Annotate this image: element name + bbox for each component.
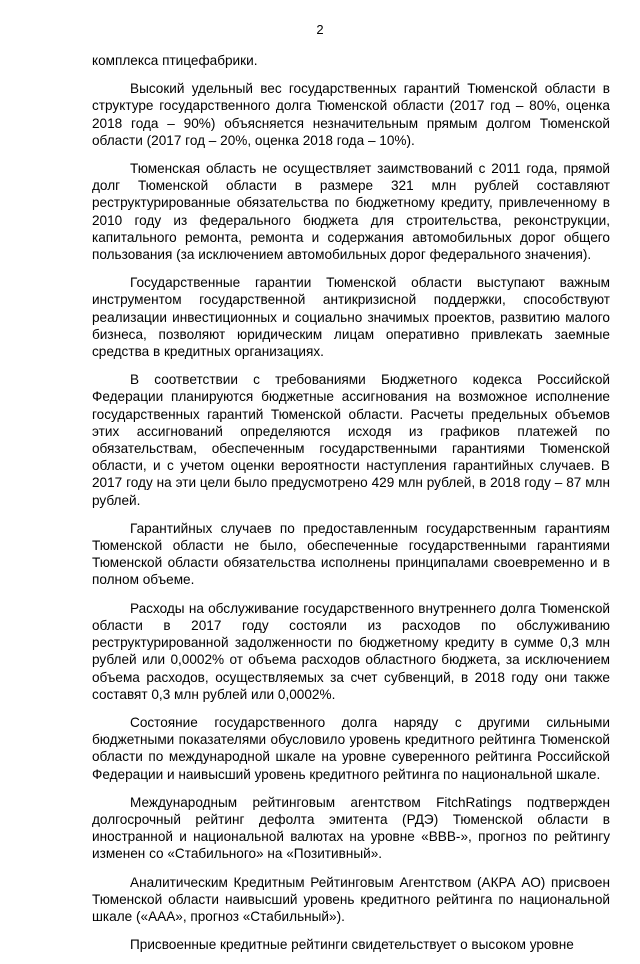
paragraph: Государственные гарантии Тюменской области выступают важным инструментом государственной антикризисной поддержки, способствуют реализации инвестиционных и социально значимых проектов, развитию малого бизнеса, позволяют юридическим лицам оперативно привлекать заемные средства в кредитных организациях. [92, 275, 610, 360]
paragraph: Международным рейтинговым агентством FitchRatings подтвержден долгосрочный рейтинг дефолта эмитента (РДЭ) Тюменской области в иностранной и национальной валютах на уровне «BBB-», прогноз по рейтингу изменен со «Стабильного» на «Позитивный». [92, 794, 610, 862]
paragraph: Присвоенные кредитные рейтинги свидетельствует о высоком уровне [130, 937, 574, 953]
paragraph: комплекса птицефабрики. [92, 53, 258, 68]
paragraph: Тюменская область не осуществляет заимствований с 2011 года, прямой долг Тюменской области в размере 321 млн рублей составляют реструктурированные обязательства по бюджетному кредиту, привлеченному в 2010 году из федерального бюджета для строительства, реконструкции, капитального ремонта, ремонта и содержания автомобильных дорог общего пользования (за исключением автомобильных дорог федерального значения). [92, 161, 610, 263]
paragraph: В соответствии с требованиями Бюджетного кодекса Российской Федерации планируются бюджетные ассигнования на возможное исполнение государственных гарантий Тюменской области. Расчеты предельных объемов этих ассигнований определяются исходя из графиков платежей по обязательствам, обеспеченным государственными гарантиями Тюменской области, и с учетом оценки вероятности наступления гарантийных случаев. В 2017 году на эти цели было предусмотрено 429 млн рублей, в 2018 году – 87 млн рублей. [92, 372, 610, 508]
paragraph: Состояние государственного долга наряду с другими сильными бюджетными показателями обусловило уровень кредитного рейтинга Тюменской области по международной шкале на уровне суверенного рейтинга Российской Федерации и наивысший уровень кредитного рейтинга по национальной шкале. [92, 714, 610, 782]
paragraph: Гарантийных случаев по предоставленным государственным гарантиям Тюменской области не было, обеспеченные государственными гарантиями Тюменской области обязательства исполнены принципалами своевременно и в полном объеме. [92, 520, 610, 588]
paragraph: Расходы на обслуживание государственного внутреннего долга Тюменской области в 2017 году состояли из расходов по обслуживанию реструктурированной задолженности по бюджетному кредиту в сумме 0,3 млн рублей или 0,0002% от объема расходов областного бюджета, за исключением объема расходов, осуществляемых за счет субвенций, в 2018 году они также составят 0,3 млн рублей или 0,0002%. [92, 600, 610, 702]
page-number: 2 [316, 22, 324, 37]
paragraph: Высокий удельный вес государственных гарантий Тюменской области в структуре государственного долга Тюменской области (2017 год – 80%, оценка 2018 года – 90%) объясняется незначительным прямым долгом Тюменской области (2017 год – 20%, оценка 2018 года – 10%). [92, 81, 610, 148]
document-body [92, 52, 610, 964]
paragraph: Аналитическим Кредитным Рейтинговым Агентством (АКРА АО) присвоен Тюменской области наивысший уровень кредитного рейтинга по национальной шкале («AAA», прогноз «Стабильный»). [92, 874, 610, 924]
